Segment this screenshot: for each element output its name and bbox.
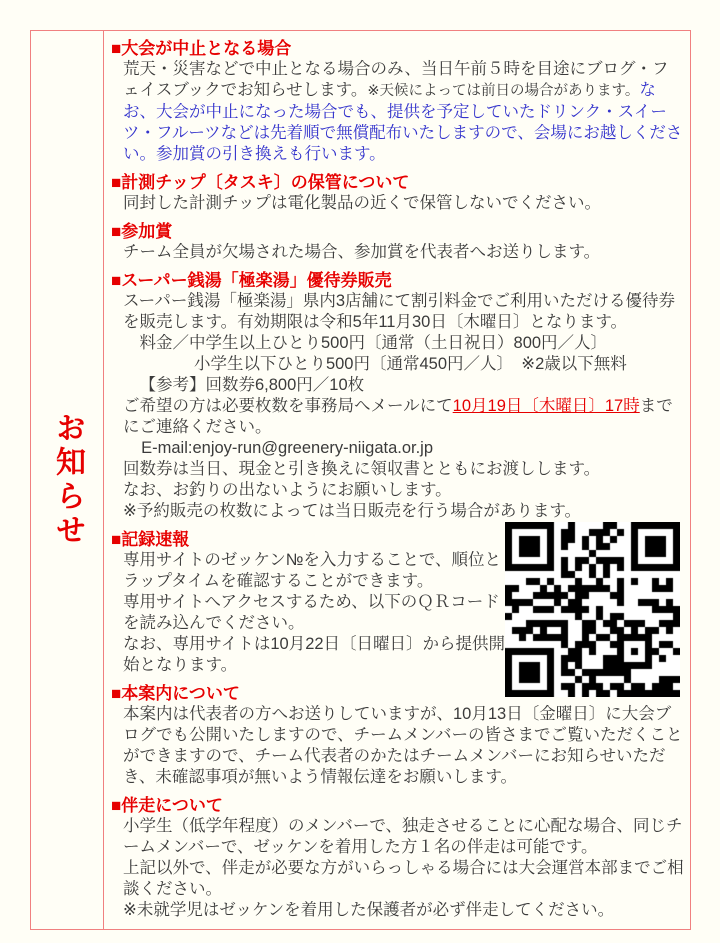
sidebar (31, 31, 104, 929)
guide-info-text: 本案内は代表者の方へお送りしていますが、10月13日〔金曜日〕に大会ブログでも公開いたしますので、チームメンバーの皆さまでご覧いただくことができますので、チーム代表者のかたはチームメンバーにお知らせいただき、未確認事項が無いよう情報伝達をお願いします。 (123, 705, 683, 786)
results-text2: 専用サイトへアクセスするため、以下のＱＲコードを読み込んでください。 (123, 593, 500, 632)
spa-ticket-deadline-highlight: 10月19日〔木曜日〕17時 (452, 397, 640, 415)
notice-box (30, 30, 691, 930)
qr-code (505, 522, 680, 697)
section-cancellation (111, 38, 684, 165)
spa-ticket-intro: スーパー銭湯「極楽湯」県内3店舗にて割引料金でご利用いただける優待券を販売します。有効期限は令和5年11月30日〔木曜日〕となります。 (123, 292, 676, 331)
section-spa-ticket-body (111, 291, 684, 522)
participation-prize-text: チーム全員が欠場された場合、参加賞を代表者へお送りします。 (123, 243, 601, 261)
spa-ticket-note2: なお、お釣りの出ないようにお願いします。 (123, 481, 452, 499)
section-accompaniment-heading: ■伴走について (111, 796, 223, 815)
section-participation-prize (111, 221, 684, 263)
section-guide-info (111, 683, 684, 788)
spa-ticket-price-line2: 小学生以下ひとり500円〔通常450円／人〕 ※2歳以下無料 (193, 355, 627, 373)
cancellation-text (123, 59, 684, 165)
spa-ticket-deadline-suffix: までにご連絡ください。 (123, 397, 673, 436)
section-guide-info-heading: ■本案内について (111, 684, 240, 703)
section-chip-storage-heading: ■計測チップ〔タスキ〕の保管について (111, 173, 410, 192)
section-accompaniment (111, 795, 684, 921)
section-results-body (111, 550, 511, 676)
section-accompaniment-body (111, 816, 684, 921)
cancellation-text-blue: なお、大会が中止になった場合でも、提供を予定していたドリンク・スイーツ・フルーツなどは先着順で無償配布いたしますので、会場にお越しください。参加賞の引き換えも行います。 (123, 81, 683, 163)
section-guide-info-body (111, 704, 684, 788)
accompaniment-text1: 小学生（低学年程度）のメンバーで、独走させることに心配な場合、同じチームメンバーで、ゼッケンを着用した方１名の伴走は可能です。 (123, 817, 683, 856)
notice-content (104, 31, 690, 929)
section-cancellation-body (111, 59, 684, 165)
spa-ticket-note1: 回数券は当日、現金と引き換えに領収書とともにお渡しします。 (123, 460, 601, 478)
spa-ticket-email: E-mail:enjoy-run@greenery-niigata.or.jp (141, 439, 434, 457)
section-spa-ticket-heading: ■スーパー銭湯「極楽湯」優待券販売 (111, 271, 392, 290)
section-participation-prize-body (111, 242, 684, 263)
section-cancellation-heading: ■大会が中止となる場合 (111, 39, 292, 58)
sidebar-label: お知らせ (51, 412, 84, 548)
accompaniment-text2: 上記以外で、伴走が必要な方がいらっしゃる場合には大会運営本部までご相談ください。 (123, 859, 684, 898)
spa-ticket-price-line1: 料金／中学生以上ひとり500円〔通常（土日祝日）800円／人〕 (139, 334, 608, 352)
spa-ticket-reference: 【参考】回数券6,800円／10枚 (139, 376, 365, 394)
accompaniment-text3: ※未就学児はゼッケンを着用した保護者が必ず伴走してください。 (123, 901, 615, 919)
cancellation-text-note: ※天候によっては前日の場合があります。 (367, 83, 640, 99)
chip-storage-text: 同封した計測チップは電化製品の近くで保管しないでください。 (123, 194, 602, 212)
cancellation-text-main: 荒天・災害などで中止となる場合のみ、当日午前５時を目途にブログ・フェイスブックでお知らせします。 (123, 60, 669, 99)
results-text1: 専用サイトのゼッケン№を入力することで、順位とラップタイムを確認することができます。 (123, 551, 502, 590)
spa-ticket-note3: ※予約販売の枚数によっては当日販売を行う場合があります。 (123, 502, 582, 520)
section-results (111, 529, 684, 676)
section-results-heading: ■記録速報 (111, 530, 190, 549)
section-spa-ticket (111, 270, 684, 522)
results-text3: なお、専用サイトは10月22日〔日曜日〕から提供開始となります。 (123, 635, 506, 674)
section-participation-prize-heading: ■参加賞 (111, 222, 173, 241)
spa-ticket-deadline-prefix: ご希望の方は必要枚数を事務局へメールにて (123, 397, 453, 415)
spa-ticket-deadline (123, 396, 684, 438)
section-chip-storage (111, 172, 684, 214)
section-chip-storage-body (111, 193, 684, 214)
